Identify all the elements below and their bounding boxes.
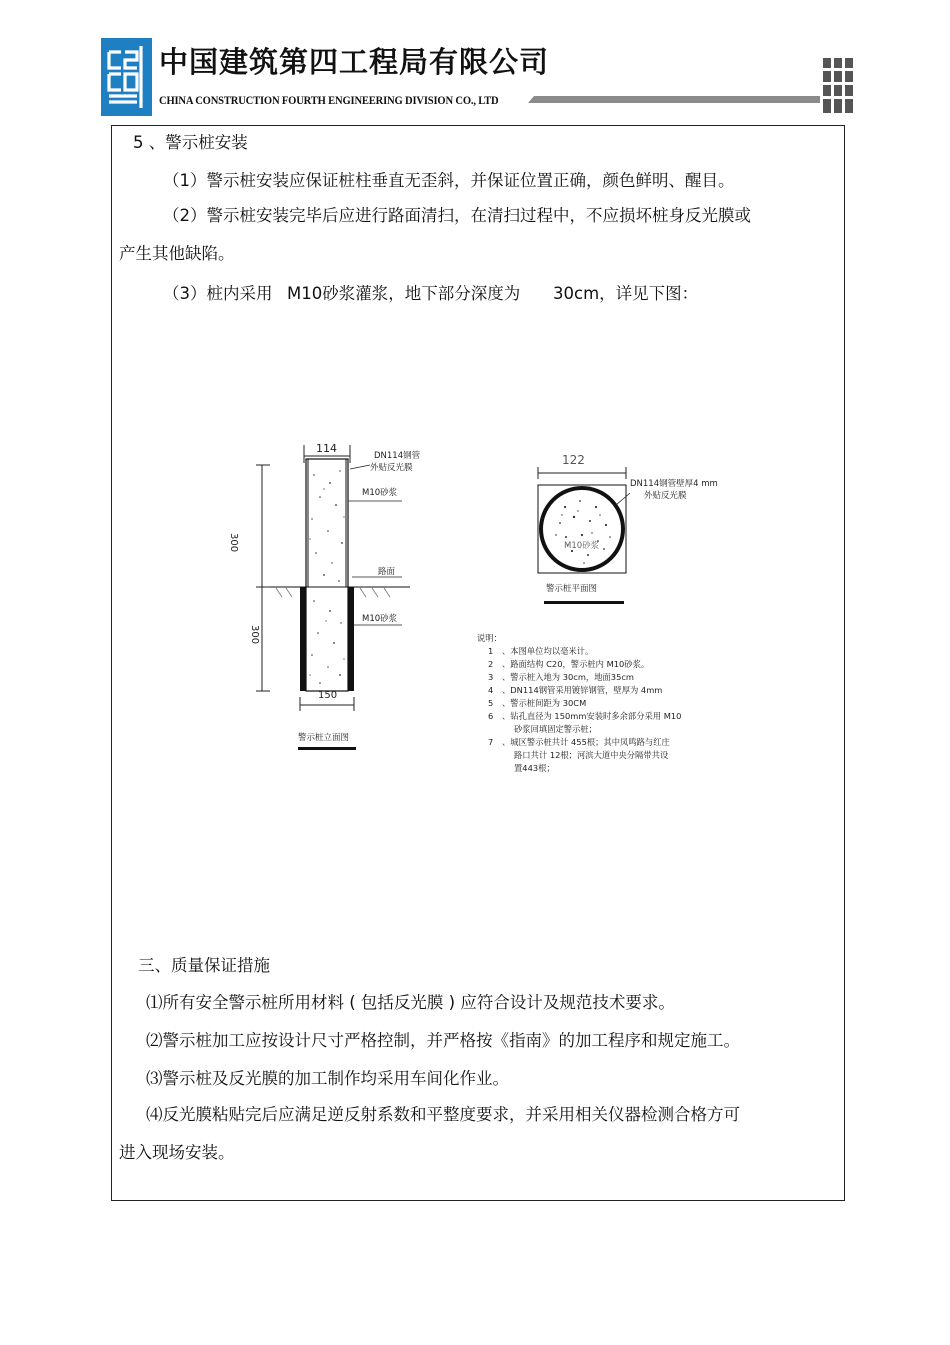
plan-caption: 警示桩平面图 [546,584,598,594]
header-stripe-decoration [520,50,870,122]
elevation-caption: 警示桩立面图 [298,733,350,743]
paragraph-3-part-b: M10砂浆灌浆，地下部分深度为 [287,284,521,303]
quality-item-4-line-2: 进入现场安装。 [119,1143,235,1162]
note-item: 5 、警示桩间距为 30CM [488,698,587,708]
note-item: 6 、钻孔直径为 150mm安装时多余部分采用 M10 [488,711,682,721]
note-item: 路口共计 12根；河滨大道中央分隔带共设 [514,750,669,760]
note-item: 置443根； [514,763,555,773]
elevation-height-lower: 300 [249,625,260,645]
note-item: 2 、路面结构 C20，警示桩内 M10砂浆。 [488,659,650,669]
note-item: 4 、DN114钢管采用镀锌钢管，壁厚为 4mm [488,685,663,695]
company-name-cn: 中国建筑第四工程局有限公司 [159,45,550,79]
elevation-height-upper: 300 [228,533,239,553]
company-name-en: CHINA CONSTRUCTION FOURTH ENGINEERING DIVISION CO., LTD [159,95,499,107]
elevation-label-pipe: DN114钢管 [374,451,421,461]
quality-item-3: ⑶警示桩及反光膜的加工制作均采用车间化作业。 [146,1069,509,1088]
notes-list [488,646,738,776]
quality-item-4-line-1: ⑷反光膜粘贴完后应满足逆反射系数和平整度要求，并采用相关仪器检测合格方可 [146,1105,740,1124]
quality-item-2: ⑵警示桩加工应按设计尺寸严格控制，并严格按《指南》的加工程序和规定施工。 [146,1031,740,1050]
paragraph-3-part-c: 30cm，详见下图： [553,284,699,303]
plan-label-film: 外贴反光膜 [644,491,687,501]
paragraph-2-line-2: 产生其他缺陷。 [119,244,235,263]
elevation-label-mortar-upper: M10砂浆 [362,488,398,498]
plan-label-pipe: DN114钢管壁厚4 mm [630,479,718,489]
plan-label-mortar: M10砂浆 [564,541,600,551]
note-item: 3 、警示桩入地为 30cm，地面35cm [488,672,635,682]
paragraph-2-line-1: （2）警示桩安装完毕后应进行路面清扫，在清扫过程中，不应损坏桩身反光膜或 [163,206,751,225]
plan-dim-top: 122 [562,453,585,467]
company-logo [101,38,152,116]
note-item: 砂浆回填固定警示桩； [514,724,597,734]
elevation-dim-bottom: 150 [318,690,338,701]
quality-item-1: ⑴所有安全警示桩所用材料 ( 包括反光膜 ) 应符合设计及规范技术要求。 [146,993,675,1012]
note-item: 1 、本图单位均以毫米计。 [488,646,594,656]
elevation-label-mortar-lower: M10砂浆 [362,614,398,624]
pile-elevation-drawing [240,435,440,755]
section-5-heading: 5 、警示桩安装 [133,133,248,152]
section-3-heading: 三、质量保证措施 [138,956,270,975]
elevation-label-film: 外贴反光膜 [370,463,413,473]
notes-title: 说明： [477,633,502,643]
elevation-dim-top: 114 [316,442,337,455]
note-item: 7 、城区警示桩共计 455根；其中凤鸣路与红庄 [488,737,670,747]
paragraph-3-part-a: （3）桩内采用 [163,284,273,303]
paragraph-1: （1）警示桩安装应保证桩柱垂直无歪斜，并保证位置正确，颜色鲜明、醒目。 [163,171,735,190]
elevation-label-road: 路面 [378,567,396,577]
